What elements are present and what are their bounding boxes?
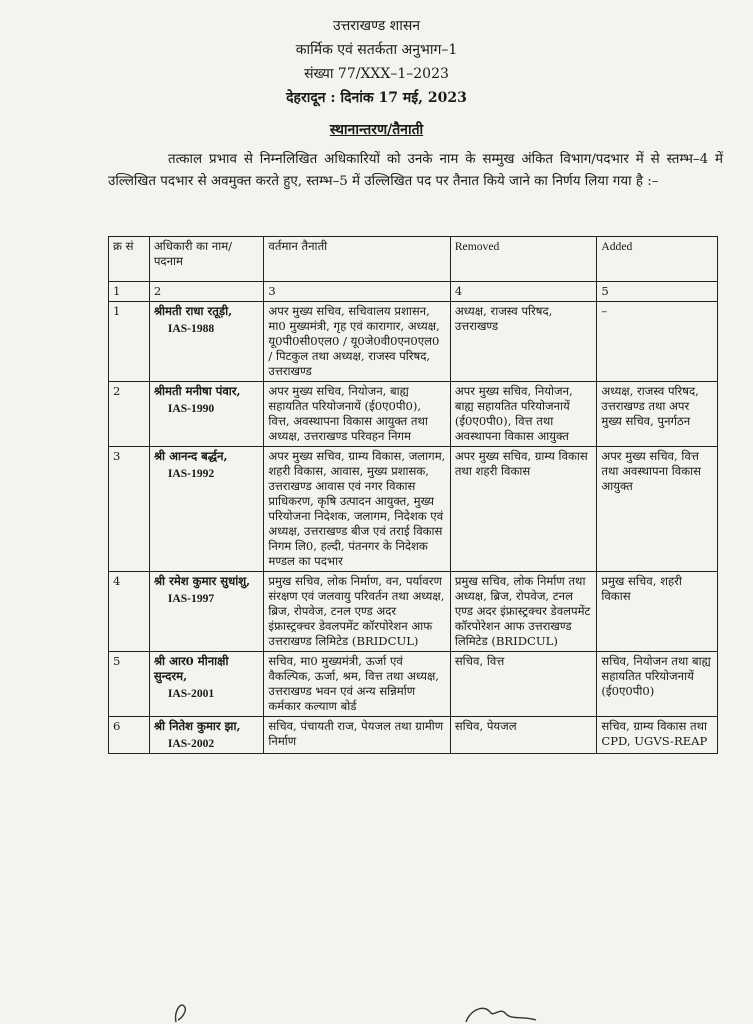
header-current: वर्तमान तैनाती [264, 237, 450, 282]
row-sn: 4 [109, 572, 150, 652]
table-row [109, 302, 718, 382]
table-row [109, 652, 718, 717]
officer-batch: IAS-1997 [167, 592, 215, 605]
officer-batch: IAS-2002 [167, 737, 215, 750]
signature-mark-right [460, 996, 540, 1024]
officer-cell [149, 572, 264, 652]
officer-cell [149, 447, 264, 572]
current-posting: सचिव, पंचायती राज, पेयजल तथा ग्रामीण निर्माण [264, 717, 450, 754]
officer-batch: IAS-1990 [167, 402, 215, 415]
officer-cell [149, 652, 264, 717]
col-number: 2 [149, 282, 264, 302]
table-header-row [109, 237, 718, 282]
officer-batch: IAS-1988 [167, 322, 215, 335]
intro-paragraph: तत्काल प्रभाव से निम्नलिखित अधिकारियों को उनके नाम के सम्मुख अंकित विभाग/पदभार में से स्तम्भ–4 में उल्लिखित पदभार से अवमुक्त करते हुए, स्तम्भ–5 में उल्लिखित पद पर तैनात किये जाने का निर्णय लिया गया है :– [108, 152, 723, 189]
current-posting: अपर मुख्य सचिव, सचिवालय प्रशासन, मा0 मुख्यमंत्री, गृह एवं कारागार, अध्यक्ष, यू0पी0सी0एल0 / यू0जे0वी0एन0एल0 / पिटकुल तथा अध्यक्ष, राजस्व परिषद, उत्तराखण्ड [264, 302, 450, 382]
officer-name: श्री आनन्द बर्द्धन, [153, 449, 228, 463]
added-posting: सचिव, नियोजन तथा बाह्य सहायतित परियोजनायें (ई0ए0पी0) [597, 652, 718, 717]
row-sn: 5 [109, 652, 150, 717]
header-name: अधिकारी का नाम/ पदनाम [149, 237, 264, 282]
removed-posting: सचिव, वित्त [450, 652, 597, 717]
col-number: 1 [109, 282, 150, 302]
column-number-row [109, 282, 718, 302]
current-posting: सचिव, मा0 मुख्यमंत्री, ऊर्जा एवं वैकल्पिक, ऊर्जा, श्रम, वित्त तथा अध्यक्ष, उत्तराखण्ड भवन एवं अन्य सन्निर्माण कर्मकार कल्याण बोर्ड [264, 652, 450, 717]
header-added: Added [597, 237, 718, 282]
officer-name: श्री नितेश कुमार झा, [153, 719, 241, 733]
row-sn: 1 [109, 302, 150, 382]
added-posting: सचिव, ग्राम्य विकास तथा CPD, UGVS-REAP [597, 717, 718, 754]
officer-batch: IAS-2001 [167, 687, 215, 700]
removed-posting: अपर मुख्य सचिव, नियोजन, बाह्य सहायतित परियोजनायें (ई0ए0पी0), वित्त तथा अवस्थापना विकास आयुक्त [450, 382, 597, 447]
removed-posting: अध्यक्ष, राजस्व परिषद, उत्तराखण्ड [450, 302, 597, 382]
current-posting: अपर मुख्य सचिव, नियोजन, बाह्य सहायतित परियोजनायें (ई0ए0पी0), वित्त, अवस्थापना विकास आयुक्त तथा अध्यक्ष, उत्तराखण्ड परिवहन निगम [264, 382, 450, 447]
officer-cell [149, 382, 264, 447]
added-posting: प्रमुख सचिव, शहरी विकास [597, 572, 718, 652]
removed-posting: सचिव, पेयजल [450, 717, 597, 754]
officer-name: श्री रमेश कुमार सुधांशु, [153, 574, 251, 588]
table-row [109, 382, 718, 447]
officer-name: श्रीमती मनीषा पंवार, [153, 384, 241, 398]
row-sn: 6 [109, 717, 150, 754]
department-name: कार्मिक एवं सतर्कता अनुभाग–1 [295, 42, 458, 58]
removed-posting: प्रमुख सचिव, लोक निर्माण तथा अध्यक्ष, ब्रिज, रोपवेज, टनल एण्ड अदर इंफ्रास्ट्रक्चर डेवलपमेंट कॉरपोरेशन आफ उत्तराखण्ड लिमिटेड (BRIDCUL) [450, 572, 597, 652]
col-number: 3 [264, 282, 450, 302]
col-number: 5 [597, 282, 718, 302]
row-sn: 3 [109, 447, 150, 572]
officer-cell [149, 302, 264, 382]
removed-posting: अपर मुख्य सचिव, ग्राम्य विकास तथा शहरी विकास [450, 447, 597, 572]
document-header [0, 0, 753, 110]
order-date: देहरादून : दिनांक 17 मई, 2023 [286, 90, 467, 106]
officer-cell [149, 717, 264, 754]
signature-mark-left [166, 992, 196, 1024]
subject-heading: स्थानान्तरण/तैनाती [329, 122, 424, 138]
header-sn: क्र सं [109, 237, 150, 282]
added-posting: अध्यक्ष, राजस्व परिषद, उत्तराखण्ड तथा अपर मुख्य सचिव, पुनर्गठन [597, 382, 718, 447]
officer-name: श्री आर0 मीनाक्षी सुन्दरम, [153, 654, 229, 683]
current-posting: प्रमुख सचिव, लोक निर्माण, वन, पर्यावरण संरक्षण एवं जलवायु परिवर्तन तथा अध्यक्ष, ब्रिज, रोपवेज, टनल एण्ड अदर इंफ्रास्ट्रक्चर डेवलपमेंट कॉरपोरेशन आफ उत्तराखण्ड लिमिटेड (BRIDCUL) [264, 572, 450, 652]
order-number: संख्या 77/XXX–1–2023 [304, 66, 449, 82]
table-row [109, 717, 718, 754]
header-removed: Removed [450, 237, 597, 282]
transfer-table [108, 236, 718, 754]
officer-batch: IAS-1992 [167, 467, 215, 480]
added-posting: – [597, 302, 718, 382]
col-number: 4 [450, 282, 597, 302]
current-posting: अपर मुख्य सचिव, ग्राम्य विकास, जलागम, शहरी विकास, आवास, मुख्य प्रशासक, उत्तराखण्ड आवास एवं नगर विकास प्राधिकरण, कृषि उत्पादन आयुक्त, मुख्य परियोजना निदेशक, जलागम, निदेशक एवं अध्यक्ष, उत्तराखण्ड बीज एवं तराई विकास निगम लि0, हल्दी, पंतनगर के निदेशक मण्डल का पदभार [264, 447, 450, 572]
table-row [109, 572, 718, 652]
added-posting: अपर मुख्य सचिव, वित्त तथा अवस्थापना विकास आयुक्त [597, 447, 718, 572]
row-sn: 2 [109, 382, 150, 447]
table-row [109, 447, 718, 572]
govt-name: उत्तराखण्ड शासन [332, 18, 421, 34]
officer-name: श्रीमती राधा रतूड़ी, [153, 304, 233, 318]
